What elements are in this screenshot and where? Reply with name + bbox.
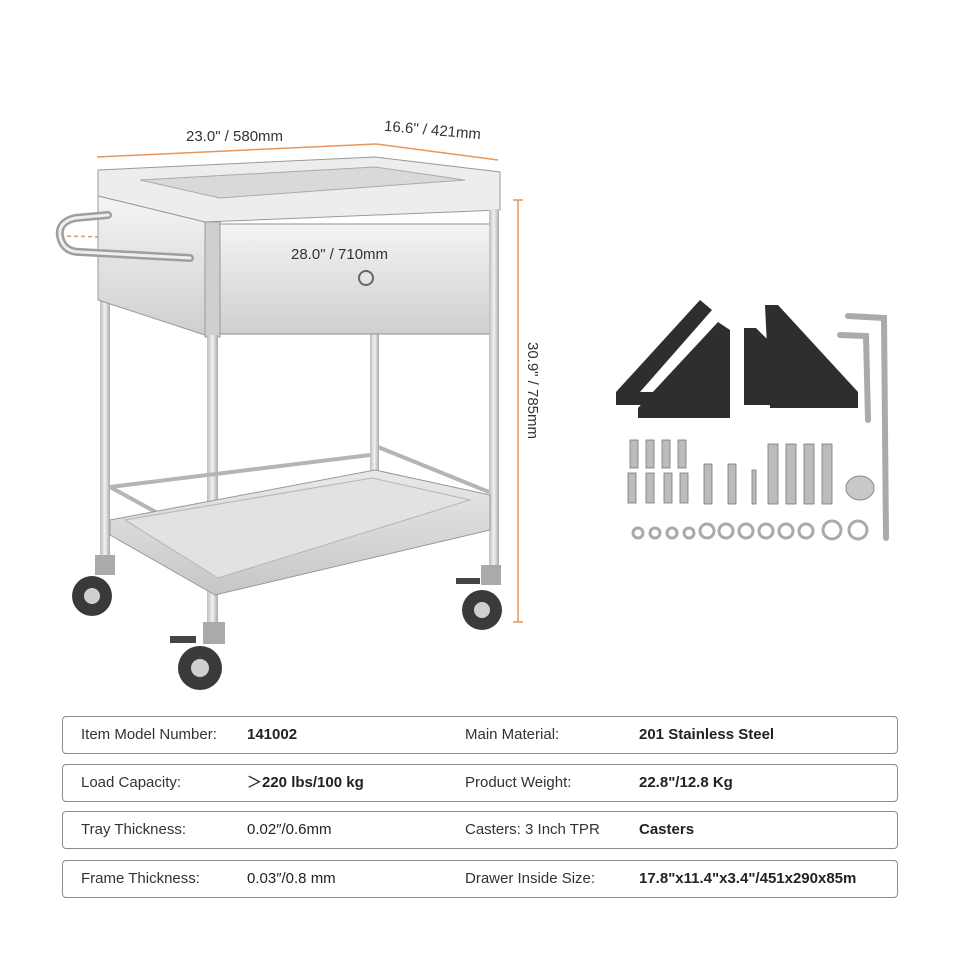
spec-label: Casters: 3 Inch TPR	[465, 821, 600, 838]
spec-value: 141002	[247, 726, 298, 743]
depth-dimension: 16.6" / 421mm	[383, 117, 482, 144]
spec-value: 17.8"x11.4"x3.4"/451x290x85m	[639, 870, 857, 887]
spec-label: Product Weight:	[465, 774, 572, 791]
spec-value: Casters	[639, 821, 695, 838]
caster-back-right	[456, 565, 502, 630]
spec-label: Main Material:	[465, 726, 560, 743]
spec-row	[62, 811, 898, 849]
spec-row	[62, 860, 898, 898]
spec-label: Load Capacity:	[81, 774, 182, 791]
spec-value: ＞220 lbs/100 kg	[247, 774, 364, 791]
spec-value: 0.03″/0.8 mm	[247, 870, 336, 887]
screws	[628, 440, 832, 504]
spec-row	[62, 716, 898, 754]
spec-label: Tray Thickness:	[81, 821, 187, 838]
spec-label: Frame Thickness:	[81, 870, 200, 887]
spec-value: 22.8"/12.8 Kg	[639, 774, 733, 791]
leg-brackets	[616, 300, 858, 418]
washers	[633, 521, 867, 539]
spec-value: 201 Stainless Steel	[639, 726, 775, 743]
caster-front-left	[170, 622, 225, 690]
height-dimension: 30.9" / 785mm	[524, 341, 542, 440]
handle-width-dimension: 28.0" / 710mm	[291, 246, 389, 263]
width-dimension: 23.0" / 580mm	[186, 128, 284, 145]
spec-value: 0.02″/0.6mm	[247, 821, 332, 838]
spec-row	[62, 764, 898, 802]
caster-back-left	[72, 555, 115, 616]
spec-label: Drawer Inside Size:	[465, 870, 596, 887]
knob	[846, 476, 874, 500]
allen-keys	[840, 316, 886, 538]
spec-label: Item Model Number:	[81, 726, 217, 743]
